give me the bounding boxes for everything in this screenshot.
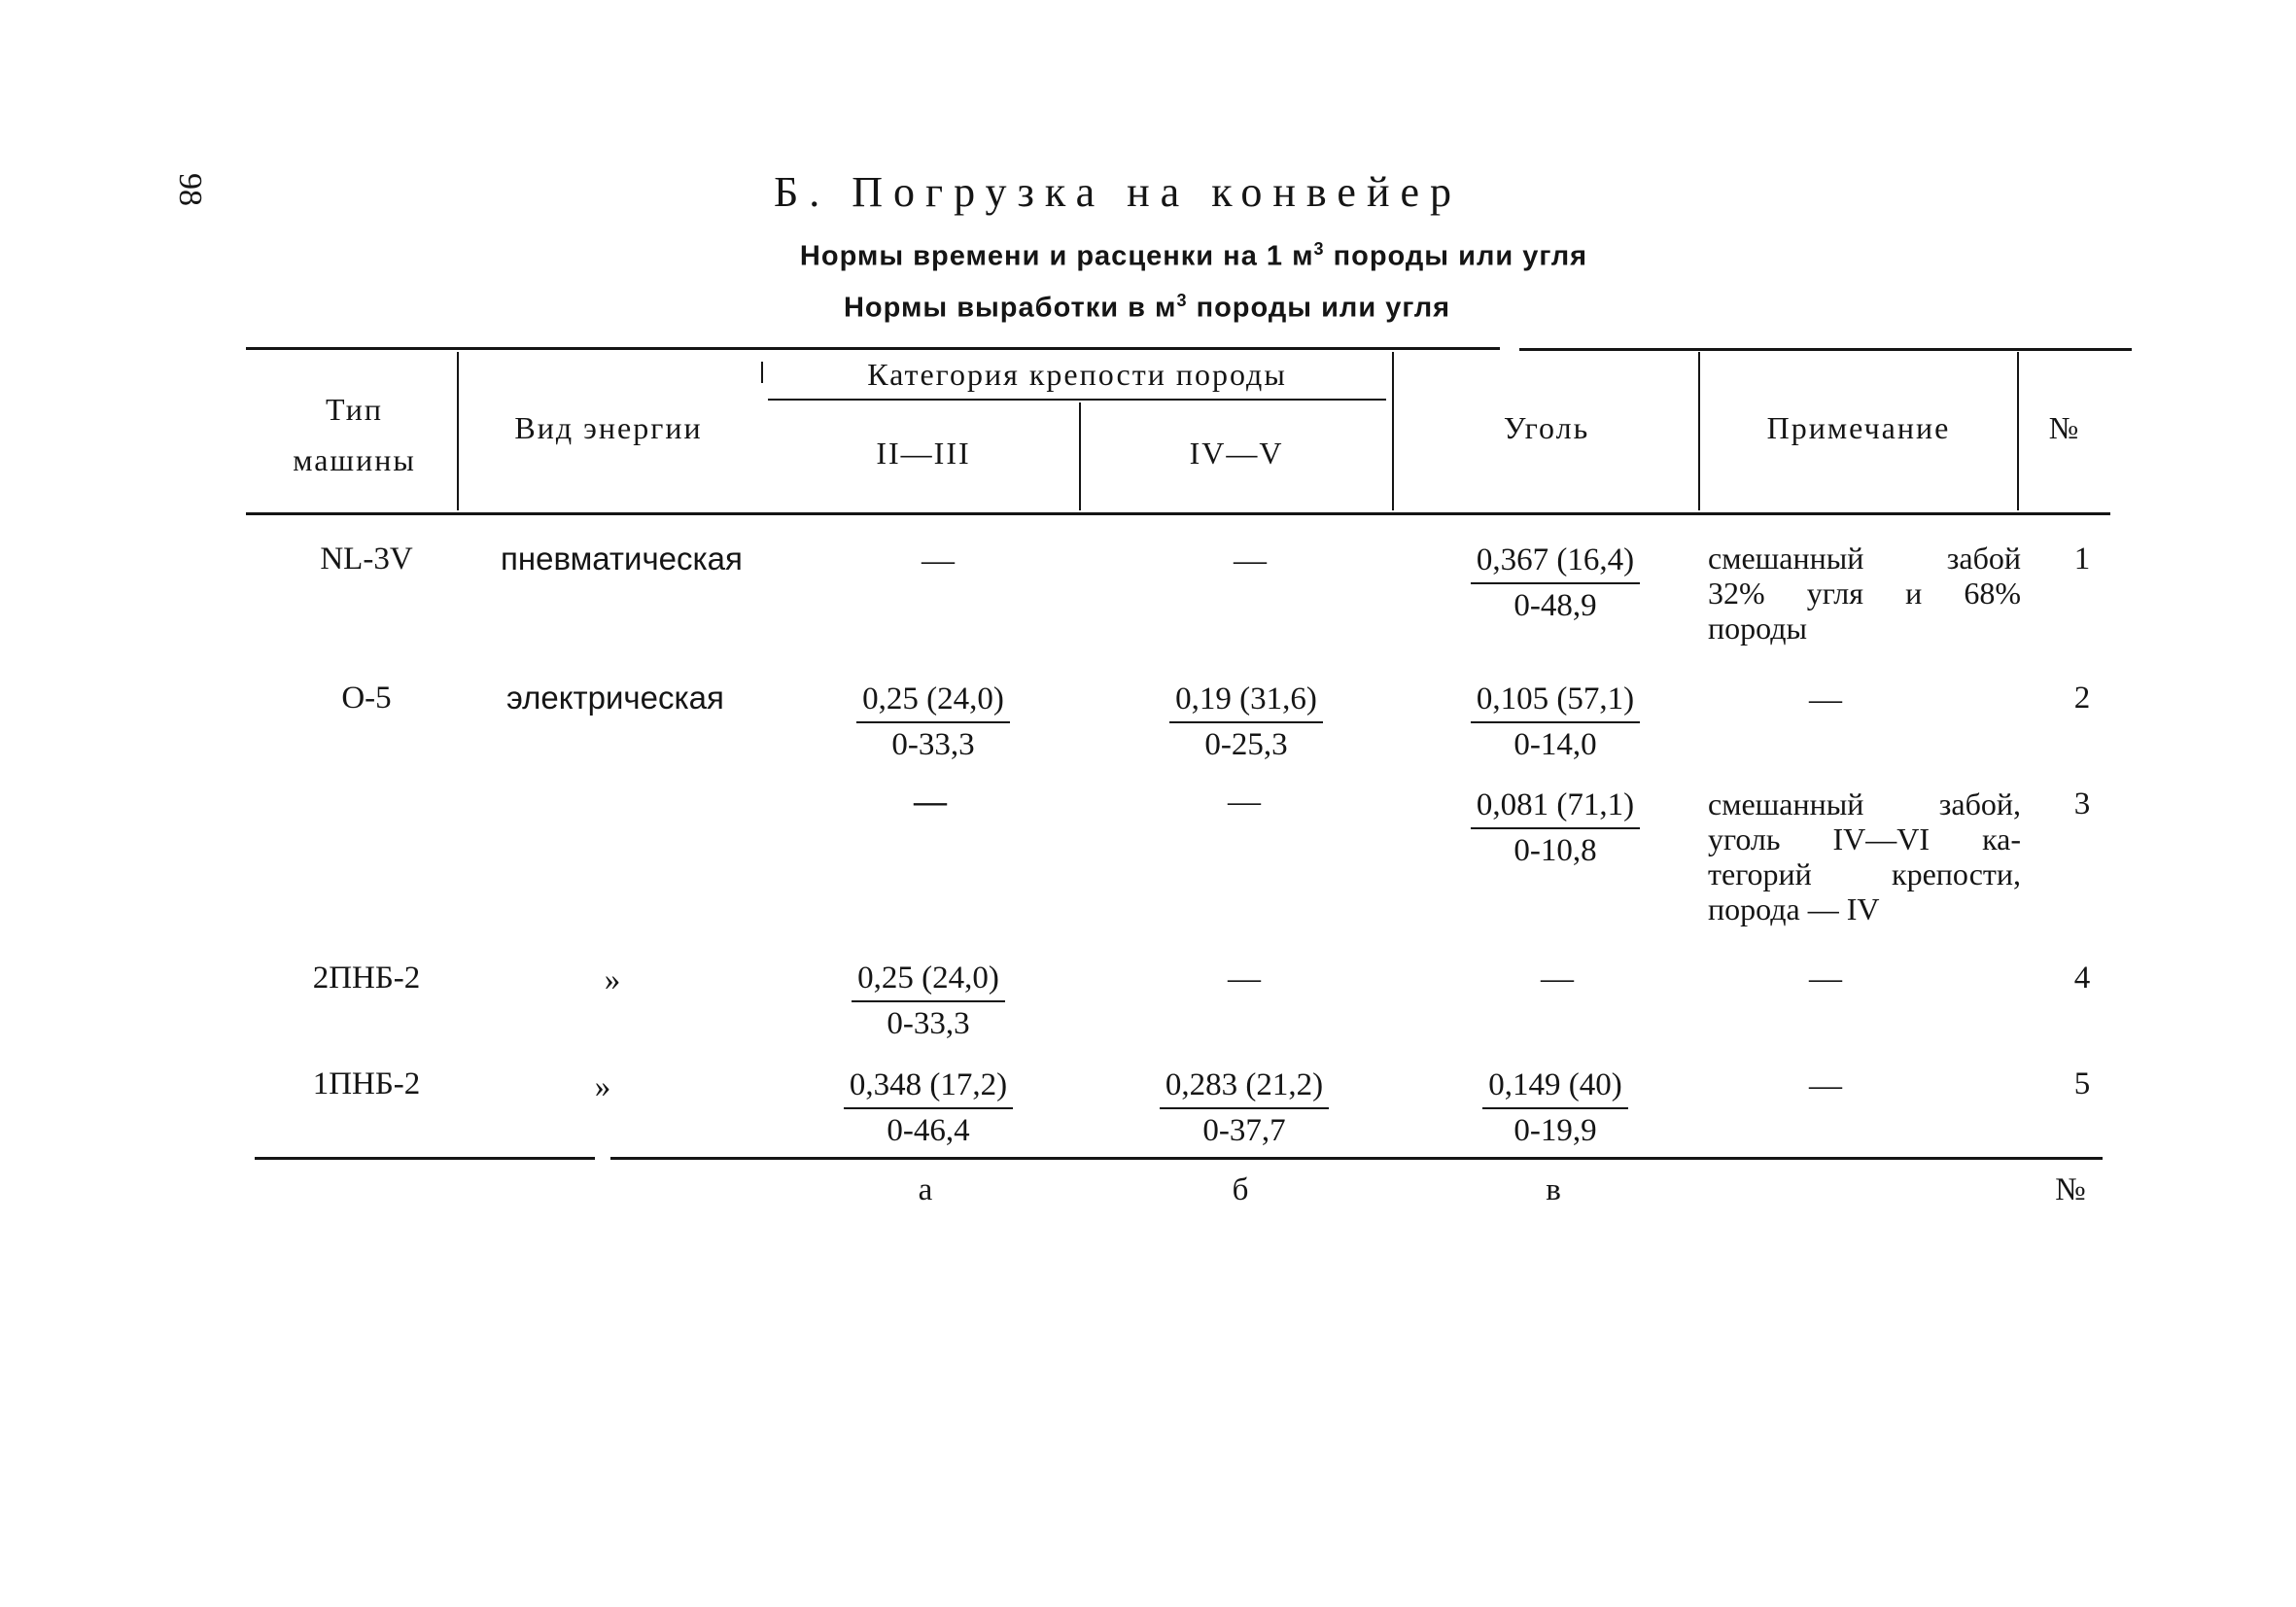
row4-coal-dash: —	[1541, 961, 1574, 996]
row5-cat-ii-iii-value	[821, 1069, 1035, 1147]
row5-cat-iv-v-denominator: 0-37,7	[1202, 1113, 1286, 1148]
footer-label-b: б	[1232, 1172, 1249, 1207]
row5-cat-iv-v-numerator: 0,283 (21,2)	[1160, 1069, 1329, 1109]
row3-coal-denominator: 0-10,8	[1513, 833, 1597, 868]
row2-cat-ii-iii-numerator: 0,25 (24,0)	[856, 683, 1010, 723]
header-bottom-rule	[246, 512, 2110, 515]
header-number: №	[2048, 410, 2081, 445]
row4-cat-ii-iii-value	[821, 962, 1035, 1040]
row5-note-dash: —	[1809, 1067, 1842, 1103]
row2-number: 2	[2073, 681, 2091, 716]
row1-number: 1	[2073, 541, 2091, 576]
header-divider-2	[761, 362, 763, 383]
row1-machine: NL-3V	[320, 541, 413, 576]
subtitle-time-norms-text: Нормы времени и расценки на 1 м	[799, 240, 1314, 272]
row5-energy: »	[594, 1069, 611, 1104]
row5-number: 5	[2073, 1066, 2091, 1101]
row3-number: 3	[2073, 786, 2091, 821]
row2-cat-ii-iii-denominator: 0-33,3	[891, 727, 975, 762]
row5-cat-ii-iii-denominator: 0-46,4	[887, 1113, 970, 1148]
header-divider-5	[1698, 352, 1700, 510]
row2-coal-numerator: 0,105 (57,1)	[1471, 683, 1640, 723]
row3-coal-numerator: 0,081 (71,1)	[1471, 789, 1640, 829]
subtitle-output-norms-text: Нормы выработки в м	[843, 292, 1177, 324]
footer-label-number: №	[2055, 1172, 2086, 1207]
row3-note-line4: порода — IV	[1708, 891, 1880, 926]
row5-machine: 1ПНБ-2	[312, 1066, 421, 1101]
header-machine-type	[255, 371, 454, 498]
row2-cat-iv-v-denominator: 0-25,3	[1204, 727, 1288, 762]
subtitle-output-norms	[797, 291, 1497, 325]
header-machine-type-line2: машины	[293, 442, 416, 477]
row3-cat-iv-v-dash: —	[1228, 784, 1261, 820]
row5-cat-ii-iii-numerator: 0,348 (17,2)	[844, 1069, 1013, 1109]
row2-energy: электрическая	[506, 680, 724, 716]
row4-cat-iv-v-dash: —	[1228, 961, 1261, 996]
row1-cat-ii-iii-dash: —	[922, 542, 955, 578]
row2-coal-value	[1448, 683, 1662, 761]
table-top-rule-right	[1519, 348, 2132, 351]
row1-note	[1708, 541, 2021, 646]
row4-cat-ii-iii-numerator: 0,25 (24,0)	[852, 962, 1005, 1002]
header-divider-6	[2017, 352, 2019, 510]
row4-cat-ii-iii-denominator: 0-33,3	[887, 1006, 970, 1041]
subtitle-time-norms-tail: породы или угля	[1324, 240, 1588, 272]
row1-note-line3: породы	[1708, 611, 1807, 646]
row1-note-line2: 32% угля и 68%	[1708, 576, 2021, 611]
row1-energy: пневматическая	[501, 541, 743, 576]
header-note: Примечание	[1766, 410, 1951, 445]
row5-coal-value	[1448, 1069, 1662, 1147]
subtitle-output-norms-sup: 3	[1176, 291, 1188, 310]
page-number: 98	[172, 173, 208, 206]
row2-cat-iv-v-value	[1139, 683, 1353, 761]
row4-energy: »	[604, 962, 621, 997]
header-rock-category: Категория крепости породы	[867, 357, 1287, 392]
header-coal: Уголь	[1503, 410, 1590, 445]
row3-note-line2: уголь IV—VI ка-	[1708, 821, 2021, 856]
row4-number: 4	[2073, 961, 2091, 996]
row1-coal-denominator: 0-48,9	[1513, 588, 1597, 623]
row2-machine: О-5	[341, 681, 392, 716]
row1-note-line1: смешанный забой	[1708, 541, 2021, 576]
row2-cat-ii-iii-value	[826, 683, 1040, 761]
row1-coal-numerator: 0,367 (16,4)	[1471, 544, 1640, 584]
row1-cat-iv-v-dash: —	[1234, 542, 1267, 578]
footer-label-a: а	[918, 1172, 933, 1207]
row2-cat-iv-v-numerator: 0,19 (31,6)	[1169, 683, 1323, 723]
subtitle-output-norms-tail: породы или угля	[1187, 292, 1451, 324]
row3-coal-value	[1448, 789, 1662, 867]
row4-machine: 2ПНБ-2	[312, 961, 421, 996]
row5-coal-numerator: 0,149 (40)	[1482, 1069, 1627, 1109]
header-divider-1	[457, 352, 459, 510]
header-category-ii-iii: II—III	[876, 436, 971, 471]
row3-note	[1708, 786, 2021, 926]
table-bottom-rule-left	[255, 1157, 595, 1160]
footer-label-c: в	[1546, 1172, 1561, 1207]
row2-note-dash: —	[1809, 681, 1842, 717]
subtitle-time-norms-sup: 3	[1313, 239, 1325, 259]
row5-coal-denominator: 0-19,9	[1513, 1113, 1597, 1148]
header-category-iv-v: IV—V	[1189, 436, 1284, 471]
row3-note-line1: смешанный забой,	[1708, 786, 2021, 821]
row5-cat-iv-v-value	[1137, 1069, 1351, 1147]
row1-coal-value	[1448, 544, 1662, 622]
header-machine-type-line1: Тип	[326, 392, 383, 427]
subtitle-time-norms	[747, 239, 1641, 273]
row3-note-line3: тегорий крепости,	[1708, 856, 2021, 891]
section-title: Б. Погрузка на конвейер	[774, 168, 1463, 216]
table-bottom-rule-right	[610, 1157, 2103, 1160]
header-energy-type: Вид энергии	[514, 410, 703, 445]
header-divider-4	[1392, 352, 1394, 510]
row2-coal-denominator: 0-14,0	[1513, 727, 1597, 762]
row3-cat-ii-iii-dash: —	[914, 784, 947, 820]
row4-note-dash: —	[1809, 961, 1842, 996]
